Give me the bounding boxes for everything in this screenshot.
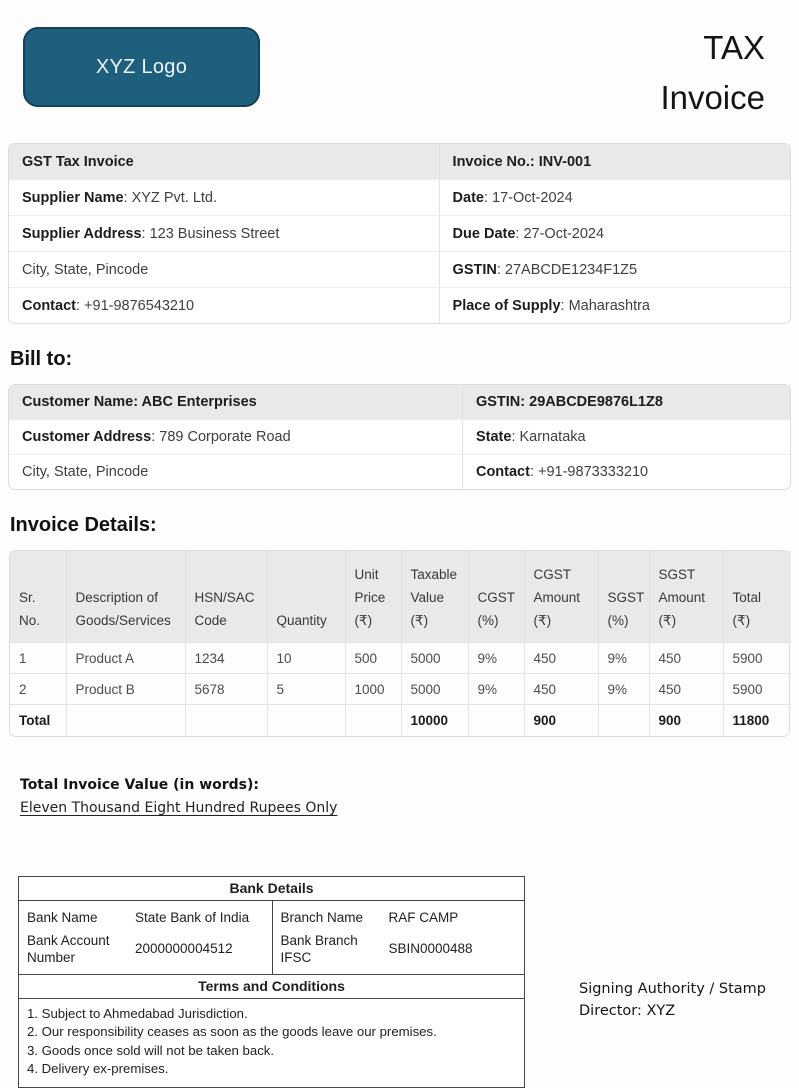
total-in-words-label: Total Invoice Value (in words): [20, 776, 260, 793]
signing-authority-line: Signing Authority / Stamp [579, 980, 766, 997]
document-title-line2: Invoice [660, 79, 765, 116]
bank-account-value: 2000000004512 [135, 941, 233, 956]
cell-label: Contact [475, 464, 530, 480]
branch-name-label: Branch Name [280, 909, 364, 925]
cell-sgst-pct: 9% [598, 643, 649, 674]
bank-account-label: Bank Account Number [27, 932, 110, 965]
bank-details-title: Bank Details [19, 877, 524, 901]
cell-empty [468, 705, 524, 736]
cell-value: : 27ABCDE1234F1Z5 [496, 261, 638, 278]
bottom-section [18, 876, 799, 1088]
ifsc-value: SBIN0000488 [388, 941, 473, 956]
cell-sr-no: 2 [10, 674, 66, 705]
invoice-items-table [9, 550, 790, 737]
signature-block [579, 978, 766, 1088]
bank-details-body [19, 901, 524, 974]
cell-value: : 789 Corporate Road [151, 429, 291, 445]
col-header-taxable-value: Taxable Value (₹) [401, 551, 468, 643]
cell-value: : XYZ Pvt. Ltd. [123, 189, 218, 206]
cell-label: Due Date [452, 225, 516, 242]
ifsc-label: Bank Branch IFSC [280, 932, 358, 965]
col-header-total: Total (₹) [723, 551, 791, 643]
cell-empty [598, 705, 649, 736]
terms-item: 3. Goods once sold will not be taken back. [27, 1042, 275, 1058]
table-row [10, 643, 791, 674]
cell-unit-price: 1000 [345, 674, 401, 705]
cell-value: : 17-Oct-2024 [483, 189, 573, 206]
cell-label: GST Tax Invoice [22, 153, 134, 170]
items-total-row [10, 705, 791, 736]
customer-city-cell [9, 455, 462, 489]
col-header-sgst-amount: SGST Amount (₹) [649, 551, 723, 643]
cell-cgst-pct: 9% [468, 674, 524, 705]
customer-gstin-cell [462, 385, 790, 419]
cell-value: : 27-Oct-2024 [515, 225, 605, 242]
cell-label: Place of Supply [452, 297, 561, 314]
col-header-sgst-pct: SGST (%) [598, 551, 649, 643]
supplier-name-cell [9, 180, 439, 215]
cell-value: City, State, Pincode [22, 261, 149, 278]
bank-details-box [18, 876, 525, 1088]
supplier-city-cell [9, 252, 439, 287]
cell-sgst-amount: 450 [649, 643, 723, 674]
place-of-supply-cell [439, 288, 790, 323]
terms-list [19, 999, 524, 1087]
cell-empty [345, 705, 401, 736]
cell-total-label: Total [10, 705, 66, 736]
cell-label: Customer Address [22, 429, 152, 445]
cell-label: Supplier Address [22, 225, 142, 242]
bank-name-row [19, 905, 272, 930]
cell-label: State [475, 429, 512, 445]
cell-empty [66, 705, 185, 736]
branch-name-row [273, 905, 525, 930]
items-header-row [10, 551, 791, 643]
table-row [9, 385, 790, 420]
total-in-words-value: Eleven Thousand Eight Hundred Rupees Only [20, 799, 338, 816]
supplier-info-table [8, 143, 791, 324]
table-row [9, 420, 790, 455]
cell-total: 5900 [723, 674, 791, 705]
cell-cgst-amount: 450 [524, 674, 598, 705]
logo-text: XYZ Logo [95, 55, 188, 78]
customer-name-cell [9, 385, 462, 419]
cell-empty [267, 705, 345, 736]
cell-value: City, State, Pincode [22, 464, 149, 480]
customer-address-cell [9, 420, 462, 454]
cell-value: : 123 Business Street [141, 225, 280, 242]
col-header-quantity: Quantity [267, 551, 345, 643]
cell-label: Customer Name: ABC Enterprises [22, 394, 257, 410]
cell-label: Date [452, 189, 484, 206]
cell-sgst-amount: 450 [649, 674, 723, 705]
cell-total: 5900 [723, 643, 791, 674]
col-header-hsn: HSN/SAC Code [185, 551, 267, 643]
invoice-details-heading: Invoice Details: [10, 514, 157, 536]
customer-state-cell [462, 420, 790, 454]
page-header [0, 0, 799, 123]
cell-cgst-amount: 450 [524, 643, 598, 674]
document-title-line1: TAX [703, 29, 765, 66]
invoice-number-cell [439, 144, 790, 179]
cell-total-sgst: 900 [649, 705, 723, 736]
cell-total-taxable: 10000 [401, 705, 468, 736]
terms-item: 4. Delivery ex-premises. [27, 1061, 169, 1076]
bank-name-value: State Bank of India [135, 909, 250, 925]
cell-description: Product B [66, 674, 185, 705]
total-in-words-block [20, 777, 799, 816]
col-header-cgst-pct: CGST (%) [468, 551, 524, 643]
table-row [10, 674, 791, 705]
table-row [9, 252, 790, 288]
bill-to-table [8, 384, 791, 490]
cell-label: Contact [22, 297, 76, 314]
cell-quantity: 5 [267, 674, 345, 705]
cell-sr-no: 1 [10, 643, 66, 674]
col-header-sr-no: Sr. No. [10, 551, 66, 643]
branch-name-value: RAF CAMP [388, 909, 459, 925]
cell-description: Product A [66, 643, 185, 674]
cell-quantity: 10 [267, 643, 345, 674]
cell-cgst-pct: 9% [468, 643, 524, 674]
table-row [9, 288, 790, 323]
cell-value: : Karnataka [511, 429, 586, 445]
cell-taxable-value: 5000 [401, 643, 468, 674]
cell-hsn: 1234 [185, 643, 267, 674]
cell-empty [185, 705, 267, 736]
cell-label: Supplier Name [22, 189, 124, 206]
supplier-contact-cell [9, 288, 439, 323]
table-row [9, 455, 790, 489]
cell-value: : +91-9876543210 [75, 297, 195, 314]
col-header-description: Description of Goods/Services [66, 551, 185, 643]
company-logo [23, 27, 260, 107]
table-row [9, 180, 790, 216]
cell-sgst-pct: 9% [598, 674, 649, 705]
cell-label: GSTIN [452, 261, 497, 278]
cell-value: : Maharashtra [560, 297, 650, 314]
ifsc-row [273, 930, 525, 968]
col-header-unit-price: Unit Price (₹) [345, 551, 401, 643]
cell-grand-total: 11800 [723, 705, 791, 736]
terms-item: 1. Subject to Ahmedabad Jurisdiction. [27, 1005, 248, 1021]
director-line: Director: XYZ [579, 1002, 676, 1019]
customer-contact-cell [462, 455, 790, 489]
cell-total-cgst: 900 [524, 705, 598, 736]
gst-tax-invoice-cell [9, 144, 439, 179]
cell-hsn: 5678 [185, 674, 267, 705]
bank-name-label: Bank Name [27, 909, 98, 925]
supplier-address-cell [9, 216, 439, 251]
table-row [9, 216, 790, 252]
bank-account-row [19, 930, 272, 968]
due-date-cell [439, 216, 790, 251]
bank-details-left [19, 901, 272, 974]
cell-value: : +91-9873333210 [529, 464, 649, 480]
invoice-date-cell [439, 180, 790, 215]
cell-label: Invoice No.: INV-001 [452, 153, 592, 170]
bill-to-heading: Bill to: [10, 348, 73, 370]
terms-item: 2. Our responsibility ceases as soon as the goods leave our premises. [27, 1024, 437, 1039]
table-row [9, 144, 790, 180]
col-header-cgst-amount: CGST Amount (₹) [524, 551, 598, 643]
cell-taxable-value: 5000 [401, 674, 468, 705]
document-title [660, 23, 765, 123]
bank-details-right [272, 901, 525, 974]
cell-label: GSTIN: 29ABCDE9876L1Z8 [475, 394, 663, 410]
terms-title: Terms and Conditions [19, 974, 524, 999]
cell-unit-price: 500 [345, 643, 401, 674]
supplier-gstin-cell [439, 252, 790, 287]
